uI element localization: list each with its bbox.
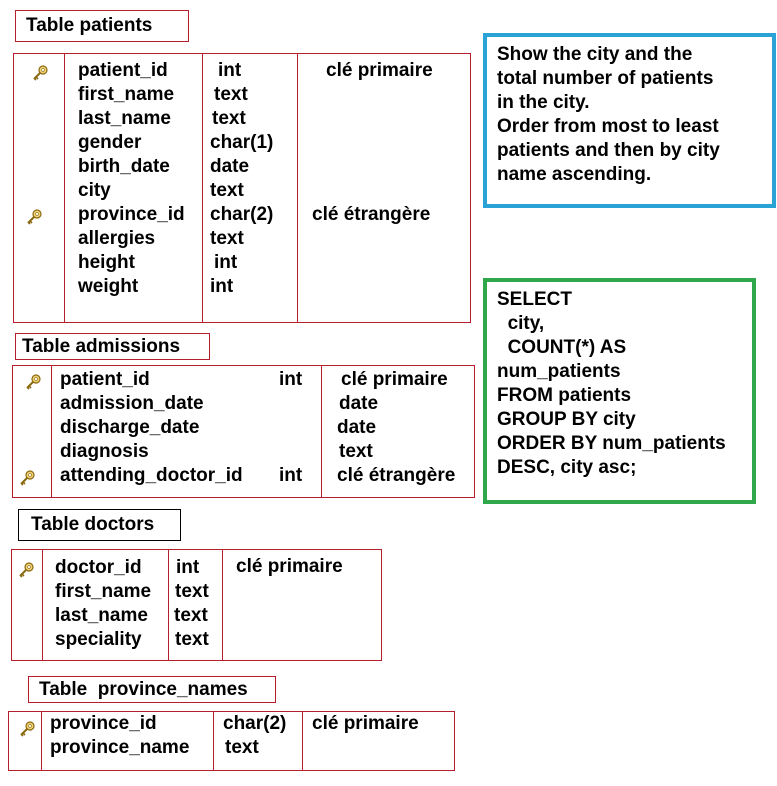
column-name: province_id: [78, 204, 185, 225]
divider: [297, 54, 298, 322]
column-name: birth_date: [78, 156, 170, 177]
admissions-table: [12, 365, 475, 498]
column-type: int: [176, 557, 200, 578]
column-name: diagnosis: [60, 441, 149, 462]
column-name: patient_id: [60, 369, 150, 390]
divider: [222, 550, 223, 660]
column-type: [279, 392, 302, 416]
column-note: [312, 227, 433, 251]
column-note: [312, 251, 433, 275]
doctors-table: [11, 549, 382, 661]
column-note: [312, 131, 433, 155]
admissions-types-column: [279, 368, 302, 488]
column-type: int: [210, 276, 234, 297]
divider: [202, 54, 203, 322]
key-icon: [25, 374, 41, 390]
column-type: date: [210, 156, 250, 177]
column-name: last_name: [78, 108, 171, 129]
admissions-notes-column: [337, 368, 455, 488]
column-type: text: [174, 605, 208, 626]
column-name: speciality: [55, 629, 142, 650]
column-note: clé primaire: [326, 60, 433, 81]
column-name: doctor_id: [55, 557, 142, 578]
key-icon: [19, 721, 35, 737]
column-type: text: [210, 228, 244, 249]
admissions-names-column: [60, 368, 243, 488]
province-names-names-column: [50, 712, 189, 760]
column-name: height: [78, 252, 135, 273]
divider: [64, 54, 65, 322]
doctors-types-column: [174, 556, 209, 652]
doctors-table-title: Table doctors: [18, 509, 181, 541]
question-box: Show the city and the total number of patients in the city. Order from most to least patients and then by city name ascending.: [483, 33, 776, 208]
patients-notes-column: [312, 59, 433, 299]
column-type: int: [279, 369, 303, 390]
column-type: text: [210, 180, 244, 201]
province-names-types-column: [223, 712, 286, 760]
column-name: province_name: [50, 737, 190, 758]
column-name: discharge_date: [60, 417, 200, 438]
column-note: [312, 83, 433, 107]
column-name: attending_doctor_id: [60, 465, 243, 486]
column-type: text: [214, 84, 248, 105]
column-type: int: [218, 60, 242, 81]
patients-names-column: [78, 59, 185, 299]
province-names-table: [8, 711, 455, 771]
divider: [321, 366, 322, 497]
province-names-table-title: Table province_names: [28, 676, 276, 703]
column-name: first_name: [55, 581, 152, 602]
column-type: [279, 416, 302, 440]
divider: [302, 712, 303, 770]
column-note: clé étrangère: [337, 465, 456, 486]
key-icon: [19, 470, 35, 486]
column-note: date: [337, 417, 377, 438]
column-note: [312, 179, 433, 203]
divider: [168, 550, 169, 660]
key-icon: [26, 209, 42, 225]
column-note: clé primaire: [312, 713, 419, 734]
column-note: [312, 107, 433, 131]
column-note: clé primaire: [236, 556, 343, 577]
divider: [42, 550, 43, 660]
column-type: text: [212, 108, 246, 129]
divider: [213, 712, 214, 770]
doctors-names-column: [55, 556, 151, 652]
patients-types-column: [210, 59, 273, 299]
column-note: clé étrangère: [312, 204, 431, 225]
column-type: text: [175, 581, 209, 602]
column-name: admission_date: [60, 393, 204, 414]
column-note: text: [339, 441, 373, 462]
divider: [41, 712, 42, 770]
admissions-table-title: Table admissions: [15, 333, 210, 360]
column-name: allergies: [78, 228, 156, 249]
column-name: province_id: [50, 713, 157, 734]
column-type: char(1): [210, 132, 274, 153]
patients-table: [13, 53, 471, 323]
column-name: gender: [78, 132, 142, 153]
key-icon: [18, 562, 34, 578]
column-name: last_name: [55, 605, 148, 626]
column-type: text: [175, 629, 209, 650]
column-type: [279, 440, 302, 464]
column-name: first_name: [78, 84, 175, 105]
column-type: int: [279, 465, 303, 486]
column-name: patient_id: [78, 60, 168, 81]
key-icon: [32, 65, 48, 81]
province-names-notes-column: [312, 712, 419, 736]
column-type: char(2): [210, 204, 274, 225]
column-note: [312, 275, 433, 299]
column-type: char(2): [223, 713, 287, 734]
divider: [51, 366, 52, 497]
patients-table-title: Table patients: [15, 10, 189, 42]
sql-answer-box: SELECT city, COUNT(*) AS num_patients FROM patients GROUP BY city ORDER BY num_patients DESC, city asc;: [483, 278, 756, 504]
column-note: clé primaire: [341, 369, 448, 390]
column-type: int: [214, 252, 238, 273]
column-type: text: [225, 737, 259, 758]
doctors-notes-column: [236, 555, 343, 579]
column-note: [312, 155, 433, 179]
column-name: city: [78, 180, 111, 201]
column-name: weight: [78, 276, 139, 297]
column-note: date: [339, 393, 379, 414]
